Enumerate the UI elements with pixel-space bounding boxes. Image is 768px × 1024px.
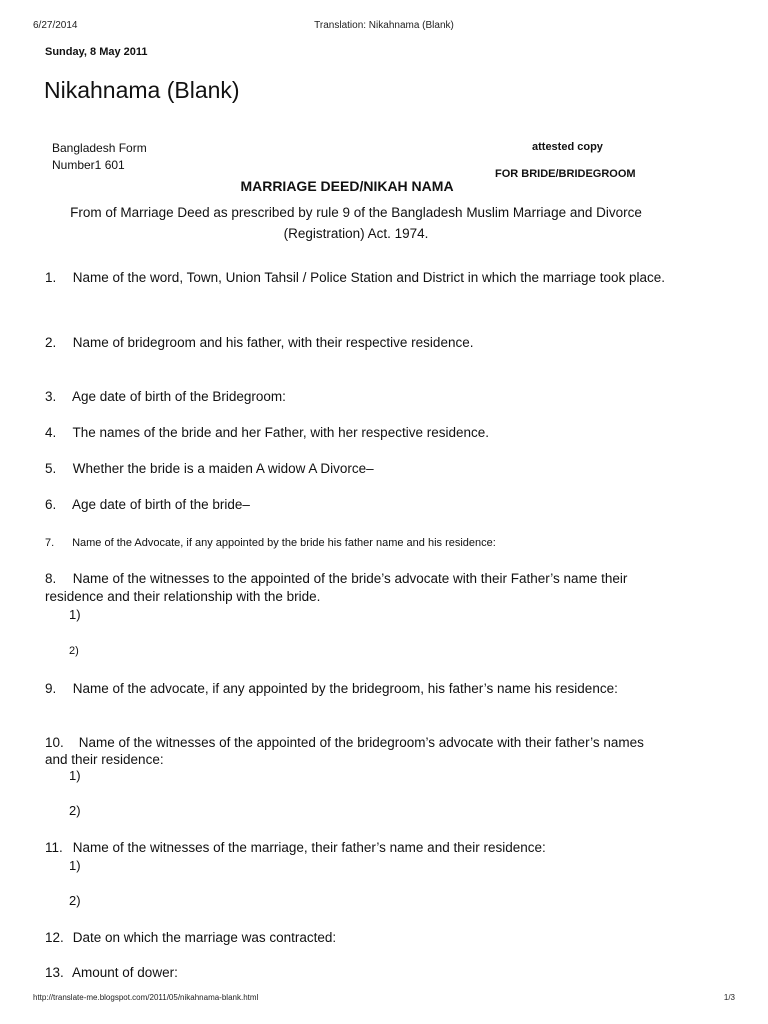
item-number: 7.	[45, 537, 55, 549]
item-text: Name of the word, Town, Union Tahsil / Police Station and District in which the marriage took place.	[72, 270, 666, 285]
witness-line-2: 2)	[69, 645, 79, 657]
item-number: 9.	[45, 681, 57, 696]
form-item-11	[45, 838, 670, 858]
form-item-9	[45, 679, 670, 699]
item-number: 11.	[45, 840, 63, 855]
form-item-10	[45, 734, 670, 768]
form-line-2: Number1 601	[52, 158, 125, 172]
attested-copy-label: attested copy	[532, 141, 603, 153]
item-text: Age date of birth of the Bridegroom:	[72, 389, 286, 404]
witness-line-1: 1)	[69, 768, 81, 783]
witness-line-1: 1)	[69, 858, 81, 873]
item-number: 6.	[45, 497, 57, 512]
post-title: Nikahnama (Blank)	[44, 77, 240, 103]
form-item-3	[45, 387, 670, 407]
witness-line-1: 1)	[69, 607, 81, 622]
item-text: Name of bridegroom and his father, with their respective residence.	[72, 335, 474, 350]
post-date: Sunday, 8 May 2011	[45, 46, 148, 58]
item-number: 12.	[45, 930, 64, 945]
form-item-2	[45, 333, 670, 353]
form-number	[52, 140, 147, 174]
form-item-12	[45, 928, 670, 948]
item-number: 1.	[45, 270, 57, 285]
for-party-label: FOR BRIDE/BRIDEGROOM	[495, 168, 636, 180]
deed-subtitle: From of Marriage Deed as prescribed by rule 9 of the Bangladesh Muslim Marriage and Divorce (Registration) Act. 1974.	[70, 205, 642, 241]
item-text: The names of the bride and her Father, with her respective residence.	[72, 425, 489, 440]
item-text: Name of the witnesses of the appointed of the bridegroom’s advocate with their father’s names and their residence:	[45, 735, 644, 767]
print-header	[33, 20, 735, 34]
item-number: 2.	[45, 335, 57, 350]
item-number: 10.	[45, 735, 64, 750]
witness-line-2: 2)	[69, 893, 81, 908]
witness-line-2: 2)	[69, 803, 81, 818]
form-item-8	[45, 570, 670, 606]
form-item-6	[45, 495, 670, 515]
page-url-link[interactable]: http://translate-me.blogspot.com/2011/05/nikahnama-blank.html	[33, 993, 259, 1002]
item-text: Date on which the marriage was contracted:	[72, 930, 337, 945]
form-line-1: Bangladesh Form	[52, 141, 147, 155]
item-text: Whether the bride is a maiden A widow A Divorce–	[72, 461, 374, 476]
item-text: Age date of birth of the bride–	[72, 497, 250, 512]
form-item-1	[45, 265, 670, 291]
form-item-13	[45, 963, 670, 983]
form-item-4	[45, 423, 670, 443]
item-text: Name of the Advocate, if any appointed by the bride his father name and his residence:	[72, 537, 496, 549]
item-text: Name of the witnesses to the appointed of the bride’s advocate with their Father’s name their residence and their relationship with the bride.	[45, 571, 628, 604]
item-number: 5.	[45, 461, 57, 476]
item-number: 3.	[45, 389, 57, 404]
print-page-title: Translation: Nikahnama (Blank)	[314, 20, 454, 31]
form-item-7	[45, 535, 670, 551]
page-counter: 1/3	[723, 993, 735, 1002]
item-number: 8.	[45, 571, 57, 586]
print-date: 6/27/2014	[33, 20, 78, 31]
item-text: Name of the witnesses of the marriage, their father’s name and their residence:	[72, 840, 546, 855]
item-text: Name of the advocate, if any appointed by the bridegroom, his father’s name his residence:	[72, 681, 618, 696]
item-text: Amount of dower:	[72, 965, 178, 980]
form-item-5	[45, 459, 670, 479]
item-number: 4.	[45, 425, 57, 440]
deed-title: MARRIAGE DEED/NIKAH NAMA	[240, 178, 454, 194]
item-number: 13.	[45, 965, 64, 980]
print-footer	[33, 993, 735, 1007]
